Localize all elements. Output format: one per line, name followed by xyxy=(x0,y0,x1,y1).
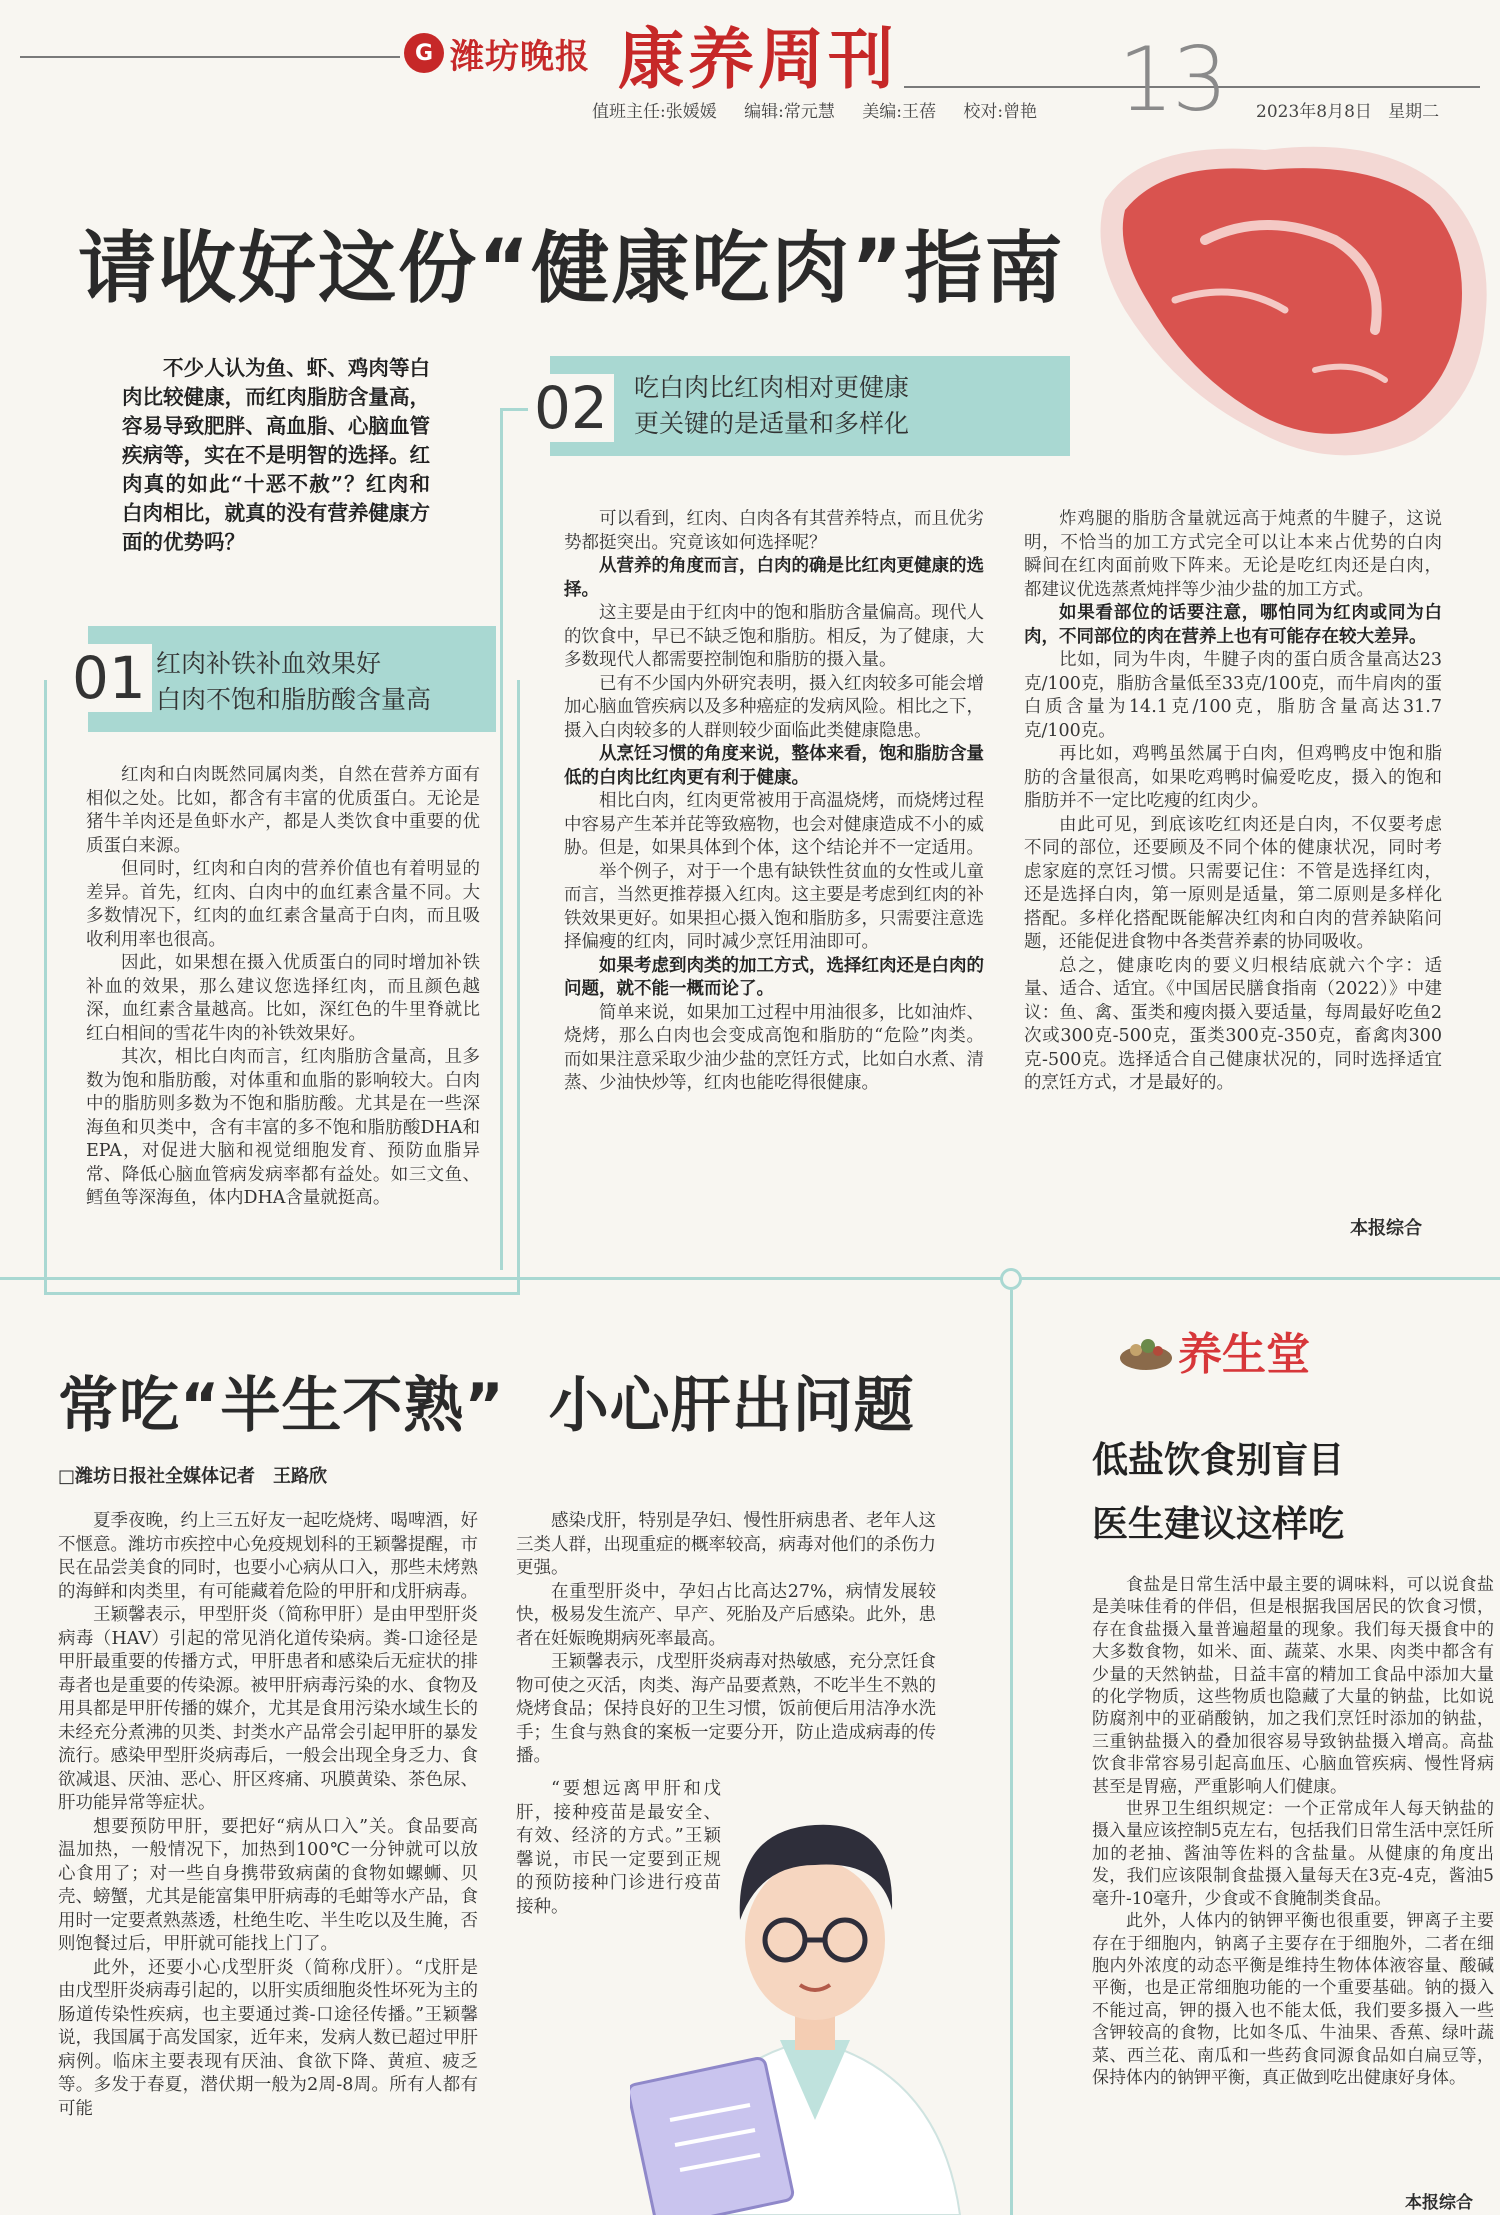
masthead-rule-right xyxy=(904,86,1112,88)
newspaper-logo xyxy=(404,22,616,84)
paragraph: 此外，还要小心戊型肝炎（简称戊肝）。“戊肝是由戊型肝炎病毒引起的，以肝实质细胞炎性坏死为主的肠道传染性疾病，也主要通过粪-口途径传播。”王颖馨说，我国属于高发国家，近年来，发病人数已超过甲肝病例。临床主要表现有厌油、食欲下降、黄疸、疲乏等。多发于春夏，潜伏期一般为2周-8周。所有人都有可能 xyxy=(58,1957,478,2119)
sidebar-divider xyxy=(1010,1290,1013,2215)
section-01-title-line1: 红肉补铁补血效果好 xyxy=(156,649,382,678)
paragraph-bold: 从营养的角度而言，白肉的确是比红肉更健康的选择。 xyxy=(564,556,984,600)
section-02-title-line2: 更关键的是适量和多样化 xyxy=(634,409,910,438)
section-02-column-2 xyxy=(1024,508,1442,1096)
section-02-number: 02 xyxy=(528,374,614,442)
paragraph: “要想远离甲肝和戊肝，接种疫苗是最安全、有效、经济的方式。”王颖馨说，市民一定要到正规的预防接种门诊进行疫苗接种。 xyxy=(516,1779,721,1917)
section-01-body xyxy=(86,764,480,1211)
credit-editor: 编辑:常元慧 xyxy=(744,102,835,122)
paragraph: 但同时，红肉和白肉的营养价值也有着明显的差异。首先，红肉、白肉中的血红素含量不同。大多数情况下，红肉的血红素含量高于白肉，而且吸收利用率也很高。 xyxy=(86,859,480,950)
paragraph: 比如，同为牛肉，牛腱子肉的蛋白质含量高达23克/100克，脂肪含量低至33克/100克，而牛肩肉的蛋白质含量为14.1克/100克，脂肪含量高达31.7克/100克。 xyxy=(1024,650,1442,741)
paragraph: 感染戊肝，特别是孕妇、慢性肝病患者、老年人这三类人群，出现重症的概率较高，病毒对他们的杀伤力更强。 xyxy=(516,1511,936,1578)
liver-column-1 xyxy=(58,1510,478,2121)
paragraph: 王颖馨表示，甲型肝炎（简称甲肝）是由甲型肝炎病毒（HAV）引起的常见消化道传染病。粪-口途径是甲肝最重要的传播方式，甲肝患者和感染后无症状的排毒者也是重要的传染源。被甲肝病毒污染的水、食物及用具都是甲肝传播的媒介，尤其是食用污染水域生长的未经充分煮沸的贝类、封类水产品常会引起甲肝的暴发流行。感染甲型肝炎病毒后，一般会出现全身乏力、食欲减退、厌油、恶心、肝区疼痛、巩膜黄染、茶色尿、肝功能异常等症状。 xyxy=(58,1605,478,1813)
paragraph: 其次，相比白肉而言，红肉脂肪含量高，且多数为饱和脂肪酸，对体重和血脂的影响较大。白肉中的脂肪则多数为不饱和脂肪酸。尤其是在一些深海鱼和贝类中，含有丰富的多不饱和脂肪酸DHA和EPA，对促进大脑和视觉细胞发育、预防血脂异常、降低心脑血管病发病率都有益处。如三文鱼、鳕鱼等深海鱼，体内DHA含量就挺高。 xyxy=(86,1047,480,1208)
liver-byline: □潍坊日报社全媒体记者 王路欣 xyxy=(58,1466,328,1487)
paragraph: 可以看到，红肉、白肉各有其营养特点，而且优劣势都挺突出。究竟该如何选择呢？ xyxy=(564,509,984,553)
credit-art: 美编:王蓓 xyxy=(862,102,937,122)
paragraph: 简单来说，如果加工过程中用油很多，比如油炸、烧烤，那么白肉也会变成高饱和脂肪的“危险”肉类。而如果注意采取少油少盐的烹饪方式，比如白水煮、清蒸、少油快炒等，红肉也能吃得很健康。 xyxy=(564,1002,984,1093)
section-01-title-line2: 白肉不饱和脂肪酸含量高 xyxy=(156,685,432,714)
section-01-number: 01 xyxy=(66,644,152,712)
editor-credits xyxy=(592,97,1059,122)
paragraph: 因此，如果想在摄入优质蛋白的同时增加补铁补血的效果，那么建议您选择红肉，而且颜色越深，血红素含量越高。比如，深红色的牛里脊就比红白相间的雪花牛肉的补铁效果好。 xyxy=(86,953,480,1044)
section-divider xyxy=(0,1277,1500,1280)
paragraph: 再比如，鸡鸭虽然属于白肉，但鸡鸭皮中饱和脂肪的含量很高，如果吃鸡鸭时偏爱吃皮，摄入的饱和脂肪并不一定比吃瘦的红肉少。 xyxy=(1024,744,1442,811)
herb-bowl-icon xyxy=(1118,1330,1174,1374)
paragraph: 在重型肝炎中，孕妇占比高达27%，病情发展较快，极易发生流产、早产、死胎及产后感染。此外，患者在妊娠晚期病死率最高。 xyxy=(516,1581,936,1649)
paragraph: 炸鸡腿的脂肪含量就远高于炖煮的牛腱子，这说明，不恰当的加工方式完全可以让本来占优势的白肉瞬间在红肉面前败下阵来。无论是吃红肉还是白肉，都建议优选蒸煮炖拌等少油少盐的加工方式。 xyxy=(1024,509,1442,600)
page-title: 请收好这份“健康吃肉”指南 xyxy=(78,224,1065,314)
doctor-illustration xyxy=(630,1740,1000,2215)
liver-column-2 xyxy=(516,1510,936,1769)
liver-article-title: 常吃“半生不熟” 小心肝出问题 xyxy=(58,1371,915,1441)
newspaper-logo-icon: G xyxy=(404,33,444,73)
dateline xyxy=(1256,97,1439,122)
paragraph: 总之，健康吃肉的要义归根结底就六个字：适量、适合、适宜。《中国居民膳食指南（2022）》中建议：鱼、禽、蛋类和瘦肉摄入要适量，每周最好吃鱼2次或300克-500克，蛋类300克-350克，畜禽肉300克-500克。选择适合自己健康状况的，同时选择适宜的烹饪方式，才是最好的。 xyxy=(1024,955,1442,1093)
paragraph: 夏季夜晚，约上三五好友一起吃烧烤、喝啤酒，好不惬意。潍坊市疾控中心免疫规划科的王颖馨提醒，市民在品尝美食的同时，也要小心病从口入，那些未烤熟的海鲜和肉类里，有可能藏着危险的甲肝和戊肝病毒。 xyxy=(58,1511,478,1602)
paragraph: 世界卫生组织规定：一个正常成年人每天钠盐的摄入量应该控制5克左右，包括我们日常生活中烹饪所加的老抽、酱油等佐料的含盐量。从健康的角度出发，我们应该限制食盐摄入量每天在3克-4克，酱油5毫升-10毫升，少食或不食腌制类食品。 xyxy=(1092,1799,1494,1909)
paragraph: 举个例子，对于一个患有缺铁性贫血的女性或儿童而言，当然更推荐摄入红肉。这主要是考虑到红肉的补铁效果更好。如果担心摄入饱和脂肪多，只需要注意选择偏瘦的红肉，同时减少烹饪用油即可。 xyxy=(564,861,984,952)
sidebar-title-line1: 低盐饮食别盲目 xyxy=(1092,1439,1345,1481)
section-02-title-line1: 吃白肉比红肉相对更健康 xyxy=(634,373,910,402)
paragraph: 王颖馨表示，戊型肝炎病毒对热敏感，充分烹饪食物可使之灭活，肉类、海产品要煮熟，不吃半生不熟的烧烤食品；保持良好的卫生习惯，饭前便后用洁净水洗手；生食与熟食的案板一定要分开，防止造成病毒的传播。 xyxy=(516,1652,936,1766)
sidebar-column-name: 养生堂 xyxy=(1178,1329,1310,1380)
sidebar-body xyxy=(1092,1574,1494,2089)
credit-duty: 值班主任:张媛媛 xyxy=(592,102,717,122)
sidebar-signature: 本报综合 xyxy=(1405,2193,1473,2213)
section-02-column-1 xyxy=(564,508,984,1096)
divider-node xyxy=(1000,1268,1022,1290)
article-signature: 本报综合 xyxy=(1350,1218,1422,1239)
paragraph: 相比白肉，红肉更常被用于高温烧烤，而烧烤过程中容易产生苯并芘等致癌物，也会对健康造成不小的威胁。但是，如果具体到个体，这个结论并不一定适用。 xyxy=(564,791,984,858)
date: 2023年8月8日 xyxy=(1256,102,1372,122)
newspaper-name: 潍坊晚报 xyxy=(450,36,590,77)
paragraph: 食盐是日常生活中最主要的调味料，可以说食盐是美味佳肴的伴侣，但是根据我国居民的饮食习惯，存在食盐摄入量普遍超量的现象。我们每天摄食中的大多数食物，如米、面、蔬菜、水果、肉类中都含有少量的天然钠盐，日益丰富的精加工食品中添加大量的化学物质，这些物质也隐藏了大量的钠盐，比如说防腐剂中的亚硝酸钠，加之我们烹饪时添加的钠盐，三重钠盐摄入的叠加很容易导致钠盐摄入增高。高盐饮食非常容易引起高血压、心脑血管疾病、慢性肾病甚至是胃癌，严重影响人们健康。 xyxy=(1092,1575,1494,1797)
supplement-title: 康养周刊 xyxy=(618,20,898,98)
paragraph-bold: 从烹饪习惯的角度来说，整体来看，饱和脂肪含量低的白肉比红肉更有利于健康。 xyxy=(564,744,984,788)
meat-illustration xyxy=(1085,130,1500,470)
article-intro: 不少人认为鱼、虾、鸡肉等白肉比较健康，而红肉脂肪含量高，容易导致肥胖、高血脂、心脑血管疾病等，实在不是明智的选择。红肉真的如此“十恶不赦”？红肉和白肉相比，就真的没有营养健康方面的优势吗？ xyxy=(122,356,430,554)
weekday: 星期二 xyxy=(1388,102,1440,122)
masthead-rule-left xyxy=(20,56,400,58)
paragraph: 红肉和白肉既然同属肉类，自然在营养方面有相似之处。比如，都含有丰富的优质蛋白。无论是猪牛羊肉还是鱼虾水产，都是人类饮食中重要的优质蛋白来源。 xyxy=(86,765,480,856)
page-number: 13 xyxy=(1118,28,1226,131)
paragraph: 由此可见，到底该吃红肉还是白肉，不仅要考虑不同的部位，还要顾及不同个体的健康状况，同时考虑家庭的烹饪习惯。只需要记住：不管是选择红肉，还是选择白肉，第一原则是适量，第二原则是多样化搭配。多样化搭配既能解决红肉和白肉的营养缺陷问题，还能促进食物中各类营养素的协同吸收。 xyxy=(1024,814,1442,952)
paragraph: 这主要是由于红肉中的饱和脂肪含量偏高。现代人的饮食中，早已不缺乏饱和脂肪。相反，为了健康，大多数现代人都需要控制饱和脂肪的摄入量。 xyxy=(564,603,984,670)
paragraph-bold: 如果看部位的话要注意，哪怕同为红肉或同为白肉，不同部位的肉在营养上也有可能存在较大差异。 xyxy=(1024,603,1442,647)
paragraph: 此外，人体内的钠钾平衡也很重要，钾离子主要存在于细胞内，钠离子主要存在于细胞外，二者在细胞内外浓度的动态平衡是维持生物体体液容量、酸碱平衡，也是正常细胞功能的一个重要基础。钠的摄入不能过高，钾的摄入也不能太低，我们要多摄入一些含钾较高的食物，比如冬瓜、牛油果、香蕉、绿叶蔬菜、西兰花、南瓜和一些药食同源食品如白扁豆等，保持体内的钠钾平衡，真正做到吃出健康好身体。 xyxy=(1092,1911,1494,2088)
paragraph: 已有不少国内外研究表明，摄入红肉较多可能会增加心脑血管疾病以及多种癌症的发病风险。相比之下，摄入白肉较多的人群则较少面临此类健康隐患。 xyxy=(564,673,984,741)
sidebar-title-line2: 医生建议这样吃 xyxy=(1092,1503,1345,1545)
paragraph-bold: 如果考虑到肉类的加工方式，选择红肉还是白肉的问题，就不能一概而论了。 xyxy=(564,955,984,999)
credit-proof: 校对:曾艳 xyxy=(963,102,1038,122)
paragraph: 想要预防甲肝，要把好“病从口入”关。食品要高温加热，一般情况下，加热到100℃一分钟就可以放心食用了；对一些自身携带致病菌的食物如螺蛳、贝壳、螃蟹，尤其是能富集甲肝病毒的毛蚶等水产品，食用时一定要煮熟蒸透，杜绝生吃、半生吃以及生腌，否则饱餐过后，甲肝就可能找上门了。 xyxy=(58,1816,478,1954)
